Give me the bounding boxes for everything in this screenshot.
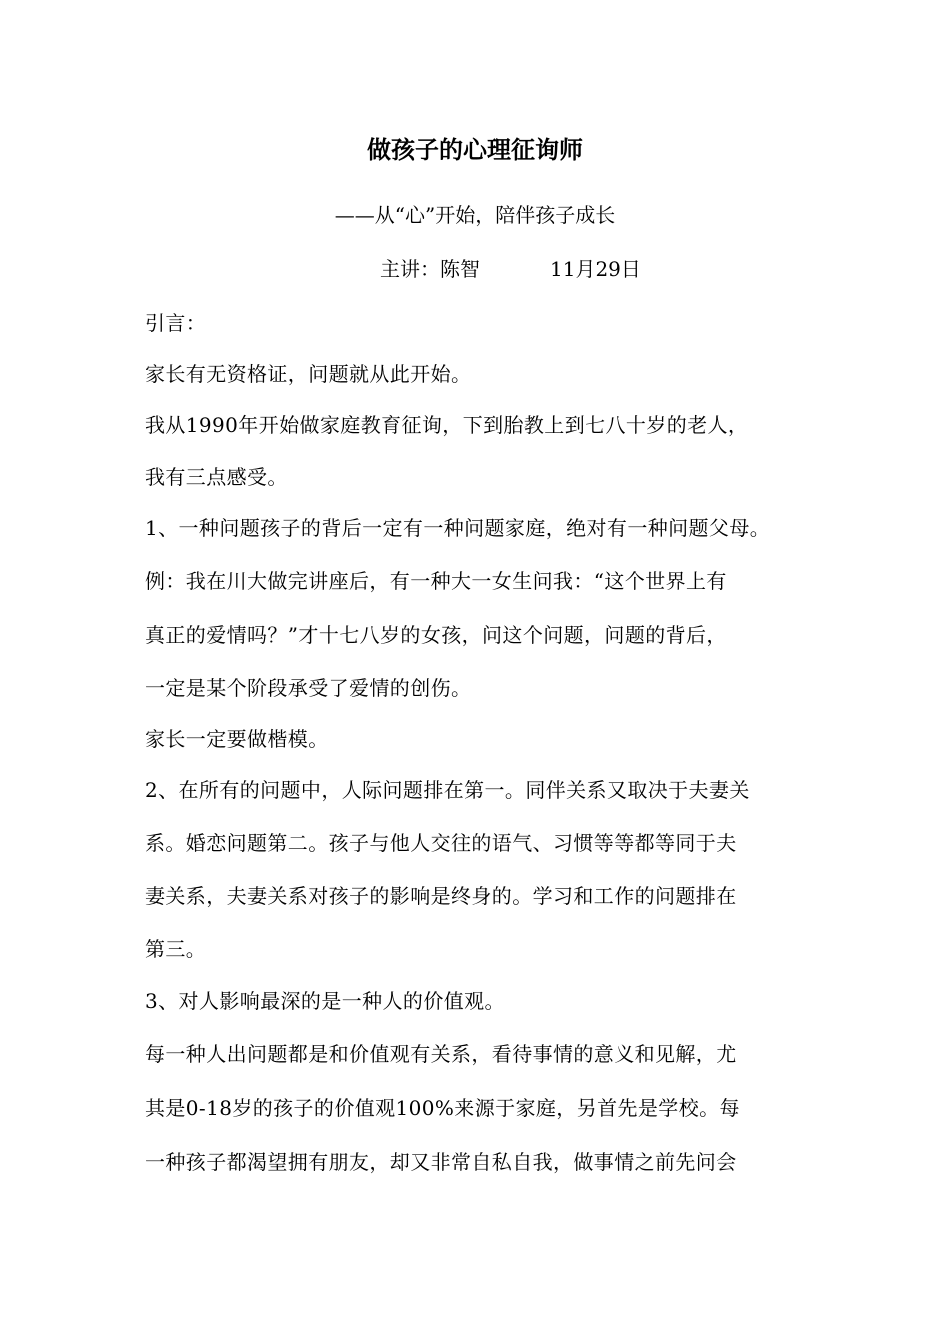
paragraph-line: 每一种人出问题都是和价值观有关系，看待事情的意义和见解，尤 (145, 1042, 737, 1066)
paragraph-line: 其是0-18岁的孩子的价值观100%来源于家庭，另首先是学校。每 (145, 1096, 740, 1120)
document-subtitle: ——从“心”开始，陪伴孩子成长 (334, 203, 616, 227)
paragraph-line: 一定是某个阶段承受了爱情的创伤。 (145, 676, 472, 700)
paragraph-line: 我从1990年开始做家庭教育征询，下到胎教上到七八十岁的老人， (145, 413, 749, 437)
paragraph-line: 一种孩子都渴望拥有朋友，却又非常自私自我，做事情之前先问会 (145, 1150, 737, 1174)
paragraph-line: 1、一种问题孩子的背后一定有一种问题家庭，绝对有一种问题父母。 (145, 516, 771, 540)
document-title: 做孩子的心理征询师 (367, 135, 583, 164)
paragraph-line: 3、对人影响最深的是一种人的价值观。 (145, 989, 505, 1013)
paragraph-line: 家长有无资格证，问题就从此开始。 (145, 362, 472, 386)
paragraph-line: 例：我在川大做完讲座后，有一种大一女生问我：“这个世界上有 (145, 569, 727, 593)
lecture-date: 11月29日 (550, 257, 641, 281)
paragraph-line: 2、在所有的问题中，人际问题排在第一。同伴关系又取决于夫妻关 (145, 778, 750, 802)
paragraph-line: 我有三点感受。 (145, 465, 288, 489)
paragraph-line: 家长一定要做楷模。 (145, 727, 329, 751)
paragraph-line: 真正的爱情吗？”才十七八岁的女孩，问这个问题，问题的背后， (145, 623, 727, 647)
paragraph-line: 系。婚恋问题第二。孩子与他人交往的语气、习惯等等都等同于夫 (145, 831, 737, 855)
speaker: 主讲：陈智 (380, 257, 480, 281)
paragraph-line: 第三。 (145, 937, 207, 961)
paragraph-line: 妻关系，夫妻关系对孩子的影响是终身的。学习和工作的问题排在 (145, 884, 737, 908)
paragraph-line: 引言： (145, 311, 207, 335)
speaker-date-line (380, 255, 641, 283)
